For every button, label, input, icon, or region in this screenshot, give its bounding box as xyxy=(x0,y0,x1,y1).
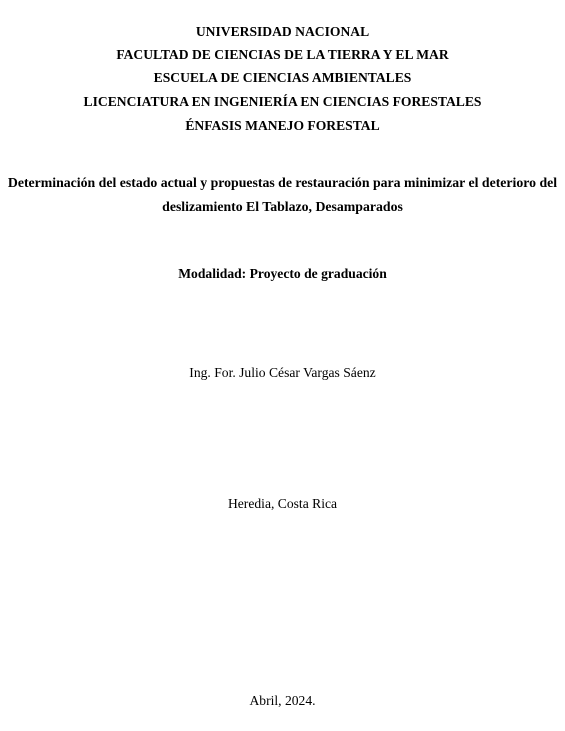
date-line: Abril, 2024. xyxy=(249,693,316,708)
university-name: UNIVERSIDAD NACIONAL xyxy=(195,24,370,39)
modality-line: Modalidad: Proyecto de graduación xyxy=(178,266,387,281)
thesis-title-line-1: Determinación del estado actual y propuestas de restauración para minimizar el deterioro del xyxy=(7,175,558,190)
thesis-title-line-2: deslizamiento El Tablazo, Desamparados xyxy=(162,199,403,214)
school-name: ESCUELA DE CIENCIAS AMBIENTALES xyxy=(153,70,412,85)
degree-name: LICENCIATURA EN INGENIERÍA EN CIENCIAS FORESTALES xyxy=(83,94,482,109)
author-name: Ing. For. Julio César Vargas Sáenz xyxy=(189,365,376,380)
location-line: Heredia, Costa Rica xyxy=(227,496,338,511)
emphasis-name: ÉNFASIS MANEJO FORESTAL xyxy=(185,118,380,133)
faculty-name: FACULTAD DE CIENCIAS DE LA TIERRA Y EL MAR xyxy=(116,47,449,62)
